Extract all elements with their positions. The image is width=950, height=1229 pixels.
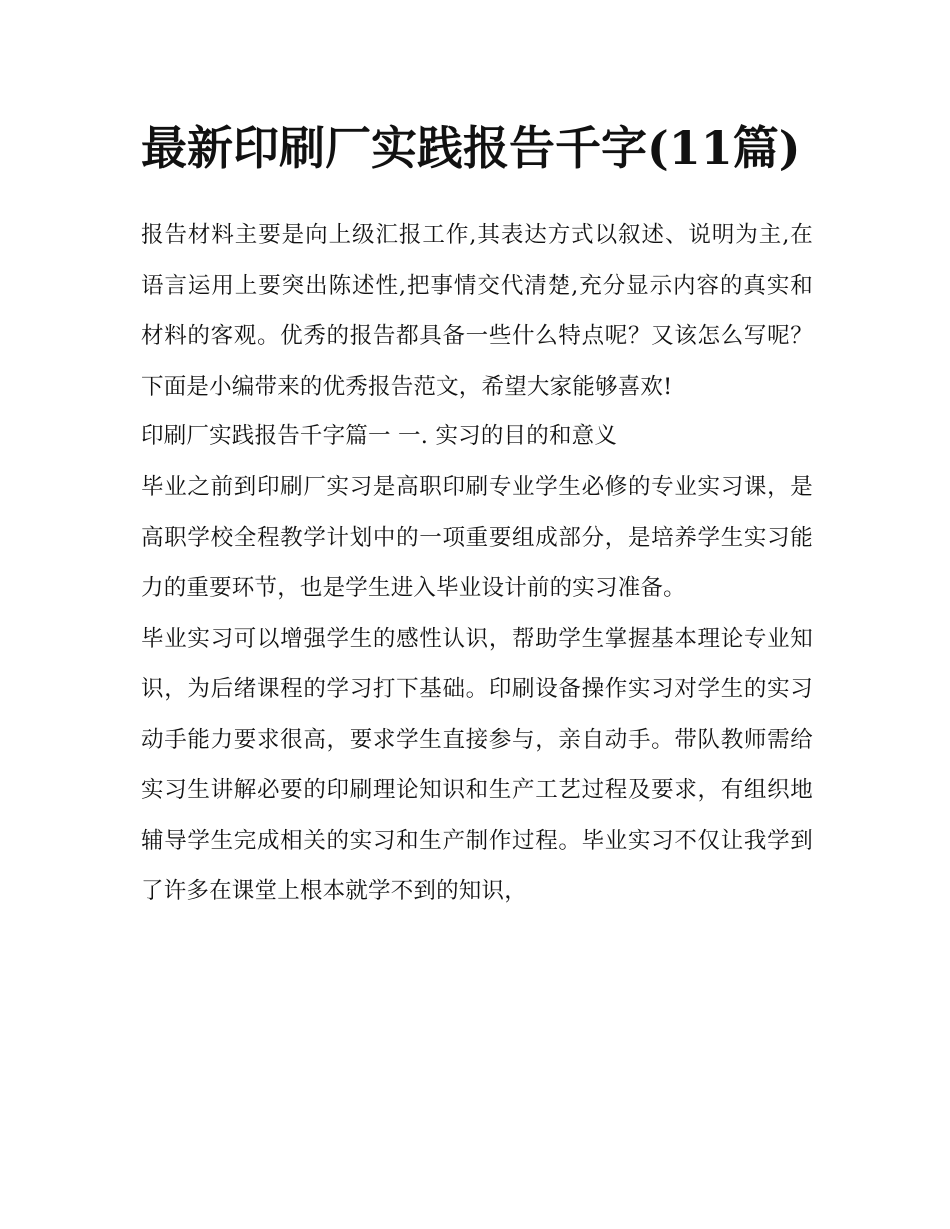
intro-paragraph: 报告材料主要是向上级汇报工作,其表达方式以叙述、说明为主,在语言运用上要突出陈述性,把事情交代清楚,充分显示内容的真实和材料的客观。优秀的报告都具备一些什么特点呢？又该怎么写呢？下面是小编带来的优秀报告范文，希望大家能够喜欢!: [141, 222, 813, 400]
document-title: 最新印刷厂实践报告千字(11篇): [141, 121, 801, 175]
document-page: [141, 110, 813, 917]
body-paragraph: 毕业实习可以增强学生的感性认识，帮助学生掌握基本理论专业知识，为后绪课程的学习打下基础。印刷设备操作实习对学生的实习动手能力要求很高，要求学生直接参与，亲自动手。带队教师需给实习生讲解必要的印刷理论知识和生产工艺过程及要求，有组织地辅导学生完成相关的实习和生产制作过程。毕业实习不仅让我学到了许多在课堂上根本就学不到的知识，: [141, 625, 813, 904]
section-heading: 印刷厂实践报告千字篇一 一. 实习的目的和意义: [141, 423, 618, 449]
body-paragraph: 毕业之前到印刷厂实习是高职印刷专业学生必修的专业实习课，是高职学校全程教学计划中的一项重要组成部分，是培养学生实习能力的重要环节，也是学生进入毕业设计前的实习准备。: [141, 474, 813, 601]
